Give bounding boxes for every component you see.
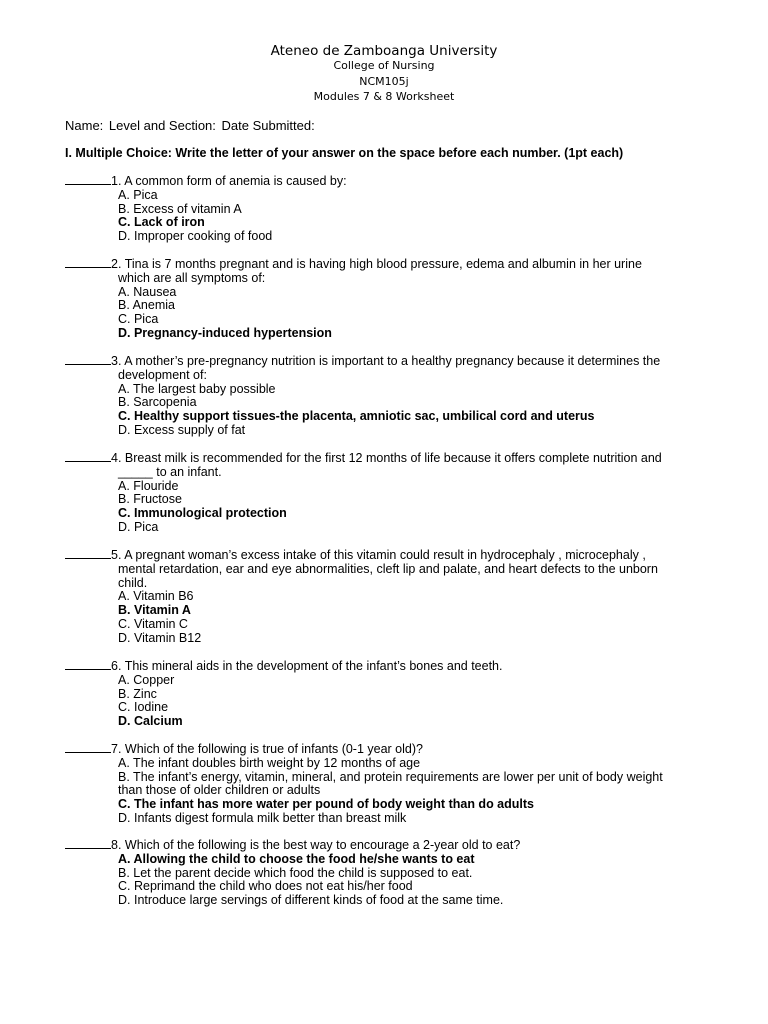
option-correct: C. Lack of iron	[118, 215, 205, 230]
answer-blank[interactable]	[65, 837, 111, 849]
option: B. Anemia	[118, 298, 175, 313]
option: A. Pica	[118, 187, 158, 202]
answer-blank[interactable]	[65, 353, 111, 365]
answer-blank[interactable]	[65, 256, 111, 268]
question-number: 3.	[111, 354, 122, 368]
option: D. Introduce large servings of different kinds of food at the same time.	[118, 893, 504, 908]
student-info-row	[65, 118, 315, 133]
option: A. The infant doubles birth weight by 12 months of age	[118, 755, 421, 770]
question-text: This mineral aids in the development of the infant’s bones and teeth.	[124, 659, 503, 673]
option-correct: C. The infant has more water per pound of body weight than do adults	[118, 797, 534, 812]
question-2	[65, 256, 725, 341]
question-5	[65, 547, 725, 646]
option: D. Pica	[118, 519, 159, 534]
question-text: Breast milk is recommended for the first 12 months of life because it offers complete nutrition and	[124, 451, 662, 465]
question-text: Which of the following is true of infants (0-1 year old)?	[124, 742, 423, 756]
option: B. Sarcopenia	[118, 395, 197, 410]
option: C. Vitamin C	[118, 616, 188, 631]
option: D. Vitamin B12	[118, 630, 202, 645]
worksheet-title: Modules 7 & 8 Worksheet	[313, 90, 455, 103]
option: D. Improper cooking of food	[118, 229, 273, 244]
date-submitted-label: Date Submitted:	[221, 118, 315, 133]
question-number: 7.	[111, 742, 122, 756]
option: C. Reprimand the child who does not eat his/her food	[118, 879, 413, 894]
option-correct: A. Allowing the child to choose the food he/she wants to eat	[118, 851, 475, 866]
question-text: A common form of anemia is caused by:	[124, 174, 347, 188]
option: D. Excess supply of fat	[118, 422, 246, 437]
question-text-continued: child.	[118, 575, 148, 590]
question-7	[65, 741, 725, 826]
course-code: NCM105j	[359, 75, 409, 88]
question-text: A mother’s pre-pregnancy nutrition is important to a healthy pregnancy because it determines the	[124, 354, 661, 368]
answer-blank[interactable]	[65, 173, 111, 185]
question-text-continued: which are all symptoms of:	[118, 270, 266, 285]
question-number: 8.	[111, 838, 122, 852]
option: D. Infants digest formula milk better than breast milk	[118, 810, 407, 825]
option: B. Zinc	[118, 686, 157, 701]
college-name: College of Nursing	[333, 59, 435, 72]
university-title: Ateneo de Zamboanga University	[270, 43, 498, 59]
level-section-label: Level and Section:	[108, 118, 216, 133]
option: C. Iodine	[118, 700, 169, 715]
answer-blank[interactable]	[65, 741, 111, 753]
option: A. The largest baby possible	[118, 381, 276, 396]
instructions: I. Multiple Choice: Write the letter of your answer on the space before each number. (1pt each)	[65, 146, 624, 160]
question-number: 5.	[111, 548, 122, 562]
option: A. Nausea	[118, 284, 177, 299]
option: C. Pica	[118, 312, 159, 327]
option-correct: C. Immunological protection	[118, 506, 287, 521]
question-1	[65, 173, 725, 244]
answer-blank[interactable]	[65, 450, 111, 462]
question-text: A pregnant woman’s excess intake of this vitamin could result in hydrocephaly , microcephaly ,	[124, 548, 646, 562]
option-correct: D. Pregnancy-induced hypertension	[118, 325, 332, 340]
question-text: Tina is 7 months pregnant and is having high blood pressure, edema and albumin in her urine	[124, 257, 642, 271]
option-correct: B. Vitamin A	[118, 603, 191, 618]
question-number: 2.	[111, 257, 122, 271]
question-8	[65, 837, 725, 908]
option-continued: than those of older children or adults	[118, 783, 321, 798]
option: A. Flouride	[118, 478, 179, 493]
answer-blank[interactable]	[65, 547, 111, 559]
question-text: Which of the following is the best way to encourage a 2-year old to eat?	[124, 838, 521, 852]
name-label: Name:	[65, 118, 104, 133]
question-text-continued: mental retardation, ear and eye abnormalities, cleft lip and palate, and heart defects to the unborn	[118, 561, 658, 576]
option-correct: C. Healthy support tissues-the placenta, amniotic sac, umbilical cord and uterus	[118, 409, 595, 424]
option: B. Fructose	[118, 492, 182, 507]
option: A. Copper	[118, 672, 175, 687]
question-number: 4.	[111, 451, 122, 465]
question-text-continued: _____ to an infant.	[118, 464, 222, 479]
option: B. The infant’s energy, vitamin, mineral, and protein requirements are lower per unit of body weight	[118, 769, 663, 784]
option: A. Vitamin B6	[118, 589, 194, 604]
option: B. Let the parent decide which food the child is supposed to eat.	[118, 865, 473, 880]
question-6	[65, 658, 725, 729]
option: B. Excess of vitamin A	[118, 201, 242, 216]
option-correct: D. Calcium	[118, 714, 183, 729]
question-text-continued: development of:	[118, 367, 207, 382]
question-3	[65, 353, 725, 438]
question-number: 1.	[111, 174, 122, 188]
answer-blank[interactable]	[65, 658, 111, 670]
question-4	[65, 450, 725, 535]
question-number: 6.	[111, 659, 122, 673]
